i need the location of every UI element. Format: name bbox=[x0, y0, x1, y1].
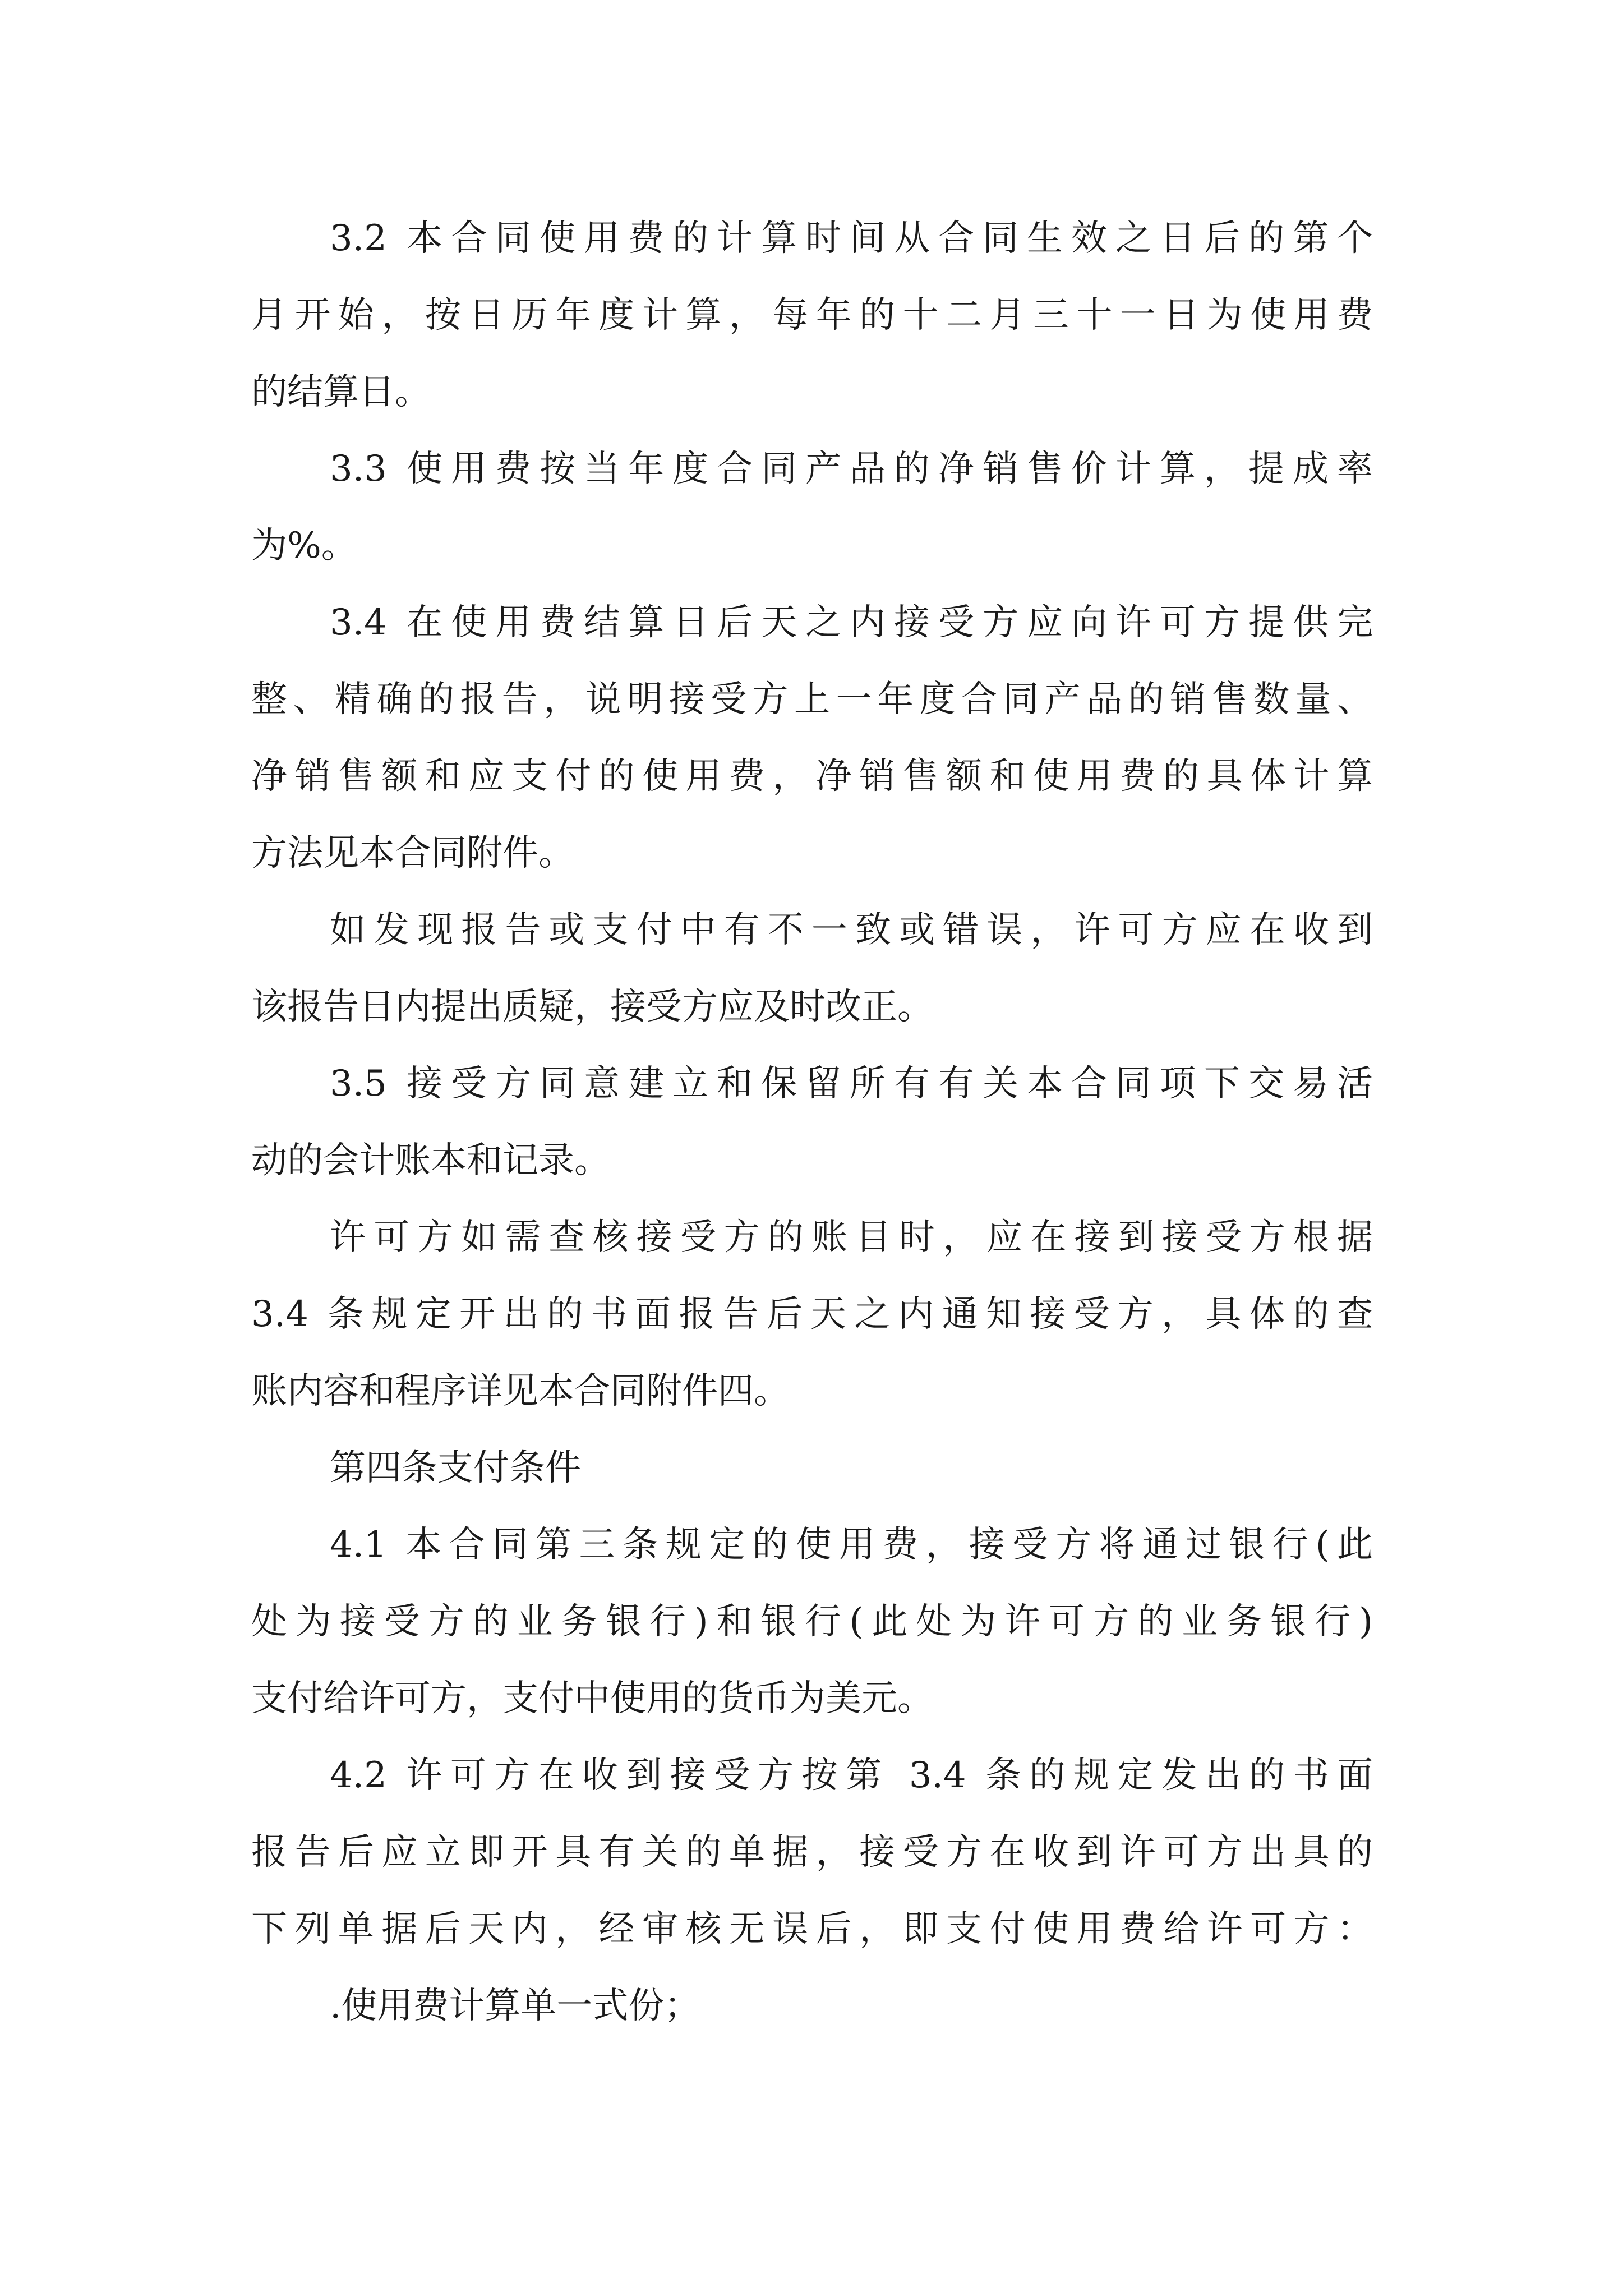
text-line: 4.1 本合同第三条规定的使用费，接受方将通过银行(此 bbox=[330, 1524, 1373, 1566]
text-line: 3.5 接受方同意建立和保留所有有关本合同项下交易活 bbox=[330, 1063, 1373, 1105]
text-line: 的结算日。 bbox=[251, 371, 431, 413]
text-line: 月开始，按日历年度计算，每年的十二月三十一日为使用费 bbox=[251, 295, 1373, 336]
text-line: 整、精确的报告，说明接受方上一年度合同产品的销售数量、 bbox=[251, 679, 1373, 720]
text-line: 该报告日内提出质疑，接受方应及时改正。 bbox=[251, 986, 933, 1028]
text-line: 方法见本合同附件。 bbox=[251, 832, 574, 874]
text-line: 许可方如需查核接受方的账目时，应在接到接受方根据 bbox=[330, 1217, 1373, 1258]
text-line: 净销售额和应支付的使用费，净销售额和使用费的具体计算 bbox=[251, 756, 1373, 797]
text-line: .使用费计算单一式份； bbox=[330, 1985, 700, 2027]
text-line: 处为接受方的业务银行)和银行(此处为许可方的业务银行) bbox=[251, 1601, 1373, 1642]
text-line: 3.2 本合同使用费的计算时间从合同生效之日后的第个 bbox=[330, 218, 1373, 259]
text-line: 3.3 使用费按当年度合同产品的净销售价计算，提成率 bbox=[330, 448, 1373, 490]
text-line: 如发现报告或支付中有不一致或错误，许可方应在收到 bbox=[330, 909, 1373, 951]
text-line: 账内容和程序详见本合同附件四。 bbox=[251, 1370, 790, 1412]
text-line: 下列单据后天内，经审核无误后，即支付使用费给许可方： bbox=[251, 1908, 1373, 1950]
section-heading: 第四条支付条件 bbox=[330, 1447, 581, 1489]
text-line: 4.2 许可方在收到接受方按第 3.4 条的规定发出的书面 bbox=[330, 1755, 1373, 1796]
text-line: 报告后应立即开具有关的单据，接受方在收到许可方出具的 bbox=[251, 1832, 1373, 1873]
text-line: 为%。 bbox=[251, 525, 357, 567]
text-line: 3.4 在使用费结算日后天之内接受方应向许可方提供完 bbox=[330, 602, 1373, 643]
text-line: 3.4 条规定开出的书面报告后天之内通知接受方，具体的查 bbox=[251, 1294, 1373, 1335]
text-line: 支付给许可方，支付中使用的货币为美元。 bbox=[251, 1678, 933, 1719]
text-line: 动的会计账本和记录。 bbox=[251, 1140, 610, 1181]
